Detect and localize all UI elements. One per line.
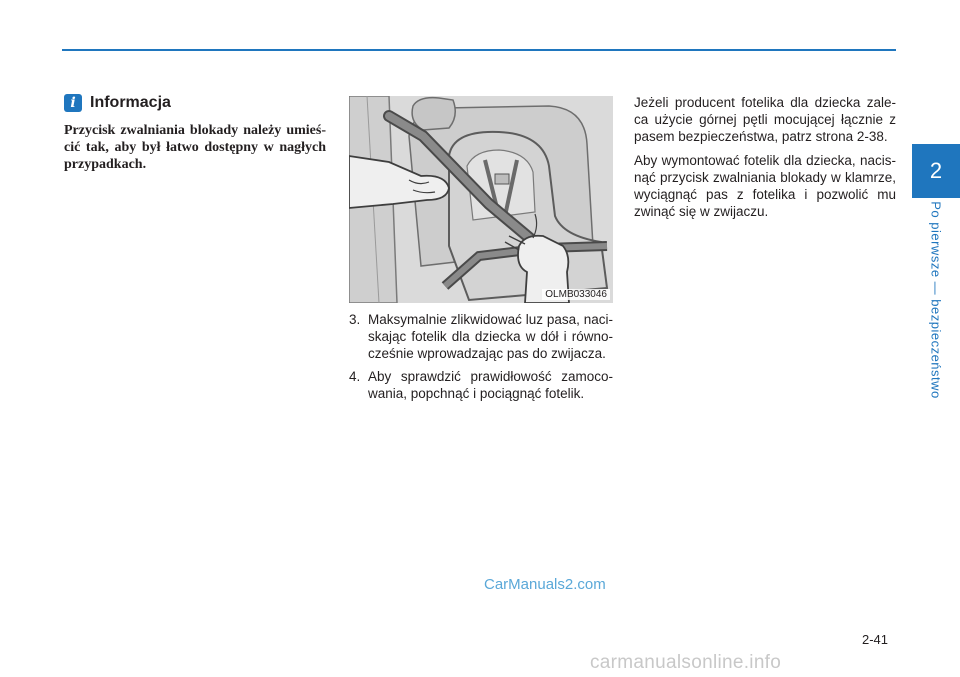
page-number: 2-41 [862, 632, 889, 647]
top-rule [62, 49, 896, 51]
right-column [634, 94, 896, 227]
child-seat-drawing [349, 96, 613, 303]
chapter-number: 2 [929, 158, 943, 183]
watermark-carmanuals2: CarManuals2.com [484, 576, 606, 593]
info-icon: i [64, 94, 82, 112]
paragraph-top-tether: Jeżeli producent fotelika dla dziecka zale-ca użycie górnej pętli mocującej łącznie z pasem bezpieczeństwa, patrz strona 2-38. [634, 95, 896, 144]
step-text: Maksymalnie zlikwidować luz pasa, naci-skając fotelik dla dziecka w dół i równo-cześnie wprowadzając pas do zwijacza. [368, 312, 613, 361]
chapter-title: Po pierwsze — bezpieczeństwo [928, 201, 944, 399]
info-body: Przycisk zwalniania blokady należy umieś-cić tak, aby był łatwo dostępny w nagłych przypadkach. [64, 123, 326, 172]
step-text: Aby sprawdzić prawidłowość zamoco-wania, popchnąć i pociągnąć fotelik. [368, 369, 613, 401]
step-item [349, 311, 613, 362]
step-number: 3. [349, 312, 361, 327]
child-seat-illustration [349, 96, 613, 303]
chapter-tab [912, 144, 960, 198]
paragraph-remove-seat: Aby wymontować fotelik dla dziecka, nacis-nąć przycisk zwalniania blokady w klamrze, wyciągnąć pas z fotelika i pozwolić mu zwinąć się w zwijaczu. [634, 153, 896, 219]
info-heading [64, 94, 171, 112]
figure-code: OLMB033046 [542, 289, 610, 300]
info-title: Informacja [90, 94, 171, 111]
step-item [349, 368, 613, 402]
steps-list [349, 311, 613, 408]
step-number: 4. [349, 369, 361, 384]
watermark-carmanualsonline: carmanualsonline.info [590, 652, 782, 673]
